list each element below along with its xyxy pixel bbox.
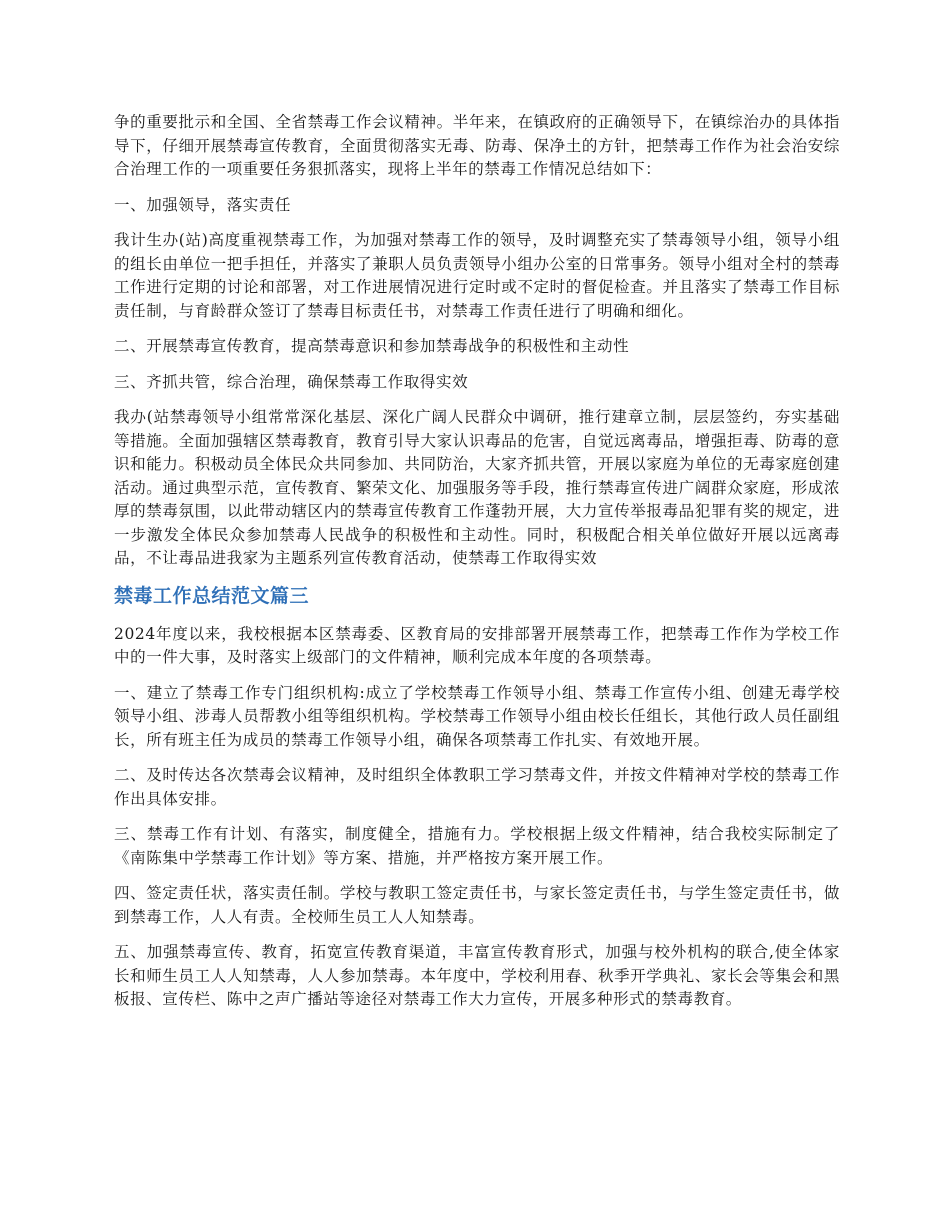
article-point-three: 三、禁毒工作有计划、有落实，制度健全，措施有力。学校根据上级文件精神，结合我校实际制定了《南陈集中学禁毒工作计划》等方案、措施，并严格按方案开展工作。 [114,825,840,867]
section-three-body: 我办(站禁毒领导小组常常深化基层、深化广阔人民群众中调研，推行建章立制，层层签约，夯实基础等措施。全面加强辖区禁毒教育，教育引导大家认识毒品的危害，自觉远离毒品，增强拒毒、防毒的意识和能力。积极动员全体民众共同参加、共同防治，大家齐抓共管，开展以家庭为单位的无毒家庭创建活动。通过典型示范，宣传教育、繁荣文化、加强服务等手段，推行禁毒宣传进广阔群众家庭，形成浓厚的禁毒氛围，以此带动辖区内的禁毒宣传教育工作蓬勃开展，大力宣传举报毒品犯罪有奖的规定，进一步激发全体民众参加禁毒人民战争的积极性和主动性。同时，积极配合相关单位做好开展以远离毒品，不让毒品进我家为主题系列宣传教育活动，使禁毒工作取得实效 [114,408,840,567]
section-three-title: 三、齐抓共管，综合治理，确保禁毒工作取得实效 [114,372,469,391]
document-page [114,111,840,1024]
article-point-four: 四、签定责任状，落实责任制。学校与教职工签定责任书，与家长签定责任书，与学生签定责任书，做到禁毒工作，人人有责。全校师生员工人人知禁毒。 [114,884,840,926]
intro-paragraph: 争的重要批示和全国、全省禁毒工作会议精神。半年来，在镇政府的正确领导下，在镇综治办的具体指导下，仔细开展禁毒宣传教育，全面贯彻落实无毒、防毒、保净土的方针，把禁毒工作作为社会治安综合治理工作的一项重要任务狠抓落实，现将上半年的禁毒工作情况总结如下： [114,113,840,178]
section-two-title: 二、开展禁毒宣传教育，提高禁毒意识和参加禁毒战争的积极性和主动性 [114,337,630,355]
article-point-two: 二、及时传达各次禁毒会议精神，及时组织全体教职工学习禁毒文件，并按文件精神对学校的禁毒工作作出具体安排。 [114,766,840,808]
section-one-body: 我计生办(站)高度重视禁毒工作，为加强对禁毒工作的领导，及时调整充实了禁毒领导小组，领导小组的组长由单位一把手担任，并落实了兼职人员负责领导小组办公室的日常事务。领导小组对全村的禁毒工作进行定期的讨论和部署，对工作进展情况进行定时或不定时的督促检查。并且落实了禁毒工作目标责任制，与育龄群众签订了禁毒目标责任书，对禁毒工作责任进行了明确和细化。 [114,231,840,320]
article-intro: 2024年度以来，我校根据本区禁毒委、区教育局的安排部署开展禁毒工作，把禁毒工作作为学校工作中的一件大事，及时落实上级部门的文件精神，顺利完成本年度的各项禁毒。 [114,624,840,666]
article-heading: 禁毒工作总结范文篇三 [114,584,310,607]
article-point-five: 五、加强禁毒宣传、教育，拓宽宣传教育渠道，丰富宣传教育形式，加强与校外机构的联合,使全体家长和师生员工人人知禁毒，人人参加禁毒。本年度中，学校利用春、秋季开学典礼、家长会等集会和黑板报、宣传栏、陈中之声广播站等途径对禁毒工作大力宣传，开展多种形式的禁毒教育。 [114,943,840,1008]
article-point-one: 一、建立了禁毒工作专门组织机构:成立了学校禁毒工作领导小组、禁毒工作宣传小组、创建无毒学校领导小组、涉毒人员帮教小组等组织机构。学校禁毒工作领导小组由校长任组长，其他行政人员任副组长，所有班主任为成员的禁毒工作领导小组，确保各项禁毒工作扎实、有效地开展。 [114,683,840,749]
section-one-title: 一、加强领导，落实责任 [114,195,292,214]
